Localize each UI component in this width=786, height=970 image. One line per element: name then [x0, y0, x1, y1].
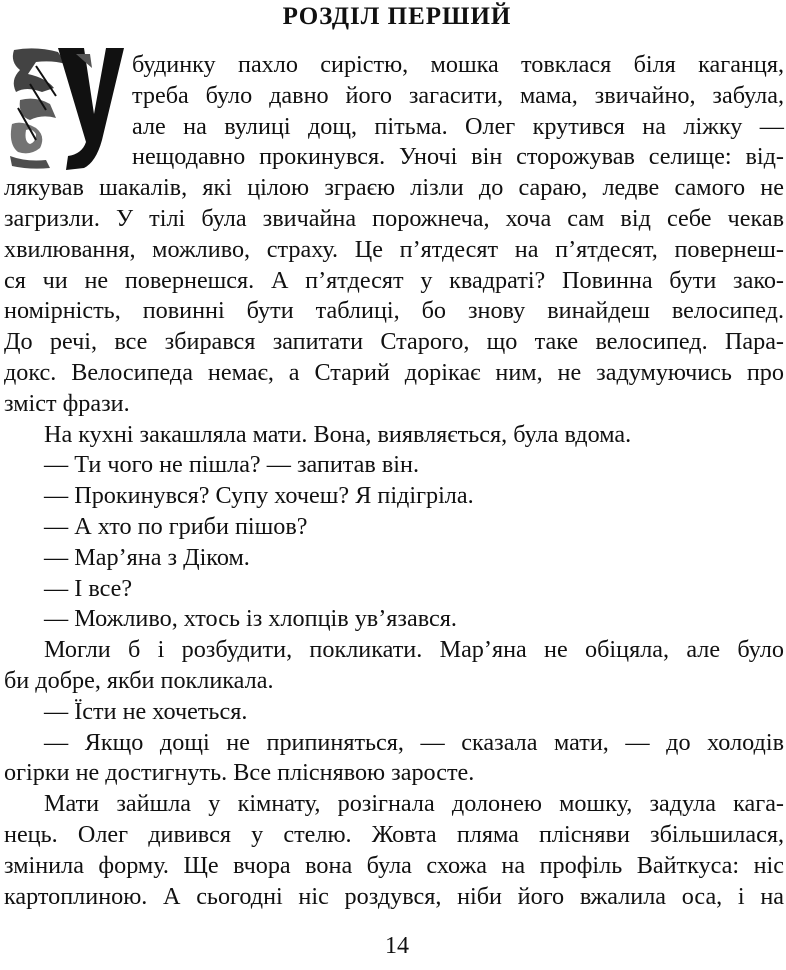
text-line: загризли. У тілі була звичайна порожнеча, хоча сам від себе чекав [4, 204, 784, 232]
text-line: докс. Велосипеда немає, а Старий дорікає ним, не задумуючись про [4, 358, 784, 386]
chapter-title: РОЗДІЛ ПЕРШИЙ [282, 3, 512, 30]
text-line: би добре, якби покликала. [4, 666, 274, 694]
dialogue-line: — Можливо, хтось із хлопців ув’язався. [44, 605, 457, 633]
text-line: картоплиною. А сьогодні ніс роздувся, ніби його вжалила оса, і на [4, 882, 784, 910]
dialogue-line: — Якщо дощі не припиняться, — сказала мати, — до холодів [44, 728, 784, 756]
text-line: номірність, повинні бути таблиці, бо знову винайдеш велосипед. [4, 297, 784, 325]
text-line: зміст фрази. [4, 389, 130, 417]
text-line: Мати зайшла у кімнату, розігнала долонею мошку, задула кага- [44, 790, 784, 818]
dialogue-line: — А хто по гриби пішов? [44, 512, 308, 540]
text-line: нець. Олег дивився у стелю. Жовта пляма плісняви збільшилася, [4, 820, 784, 848]
text-line: лякував шакалів, які цілою зграєю лізли до сараю, ледве самого не [4, 174, 784, 202]
dialogue-line: — І все? [44, 574, 133, 602]
text-line: будинку пахло сирістю, мошка товклася біля каганця, [132, 51, 784, 78]
text-line: До речі, все збирався запитати Старого, що таке велосипед. Пара- [4, 328, 784, 356]
dialogue-line: — Мар’яна з Діком. [44, 543, 250, 571]
text-line: Могли б і розбудити, покликати. Мар’яна не обіцяла, але було [44, 636, 784, 664]
text-line: змінила форму. Ще вчора вона була схожа на профіль Вайткуса: ніс [4, 851, 784, 879]
text-line: огірки не достигнуть. Все плісняв​ою заросте. [4, 759, 475, 787]
page-number: 14 [385, 933, 409, 959]
text-line: але на вулиці дощ, пітьма. Олег крутився на ліжку — [132, 112, 784, 140]
chapter-body [4, 50, 784, 912]
text-line: На кухні закашляла мати. Вона, виявляється, була вдома. [44, 420, 632, 448]
text-line: треба було давно його загасити, мама, звичайно, забула, [132, 81, 784, 109]
text-line: ся чи не повернешся. А п’ятдесят у квадраті? Повинна бути зако- [4, 266, 784, 294]
dialogue-line: — Ти чого не пішла? — запитав він. [44, 451, 420, 479]
dialogue-line: — Їсти не хочеться. [44, 697, 248, 725]
book-page [4, 0, 784, 970]
text-line: хвилювання, можливо, страху. Це п’ятдесят на п’ятдесят, повернеш- [4, 235, 784, 263]
text-line: нещодавно прокинувся. Уночі він сторожував селище: від- [132, 143, 784, 171]
dialogue-line: — Прокинувся? Супу хочеш? Я підігріла. [44, 482, 474, 510]
